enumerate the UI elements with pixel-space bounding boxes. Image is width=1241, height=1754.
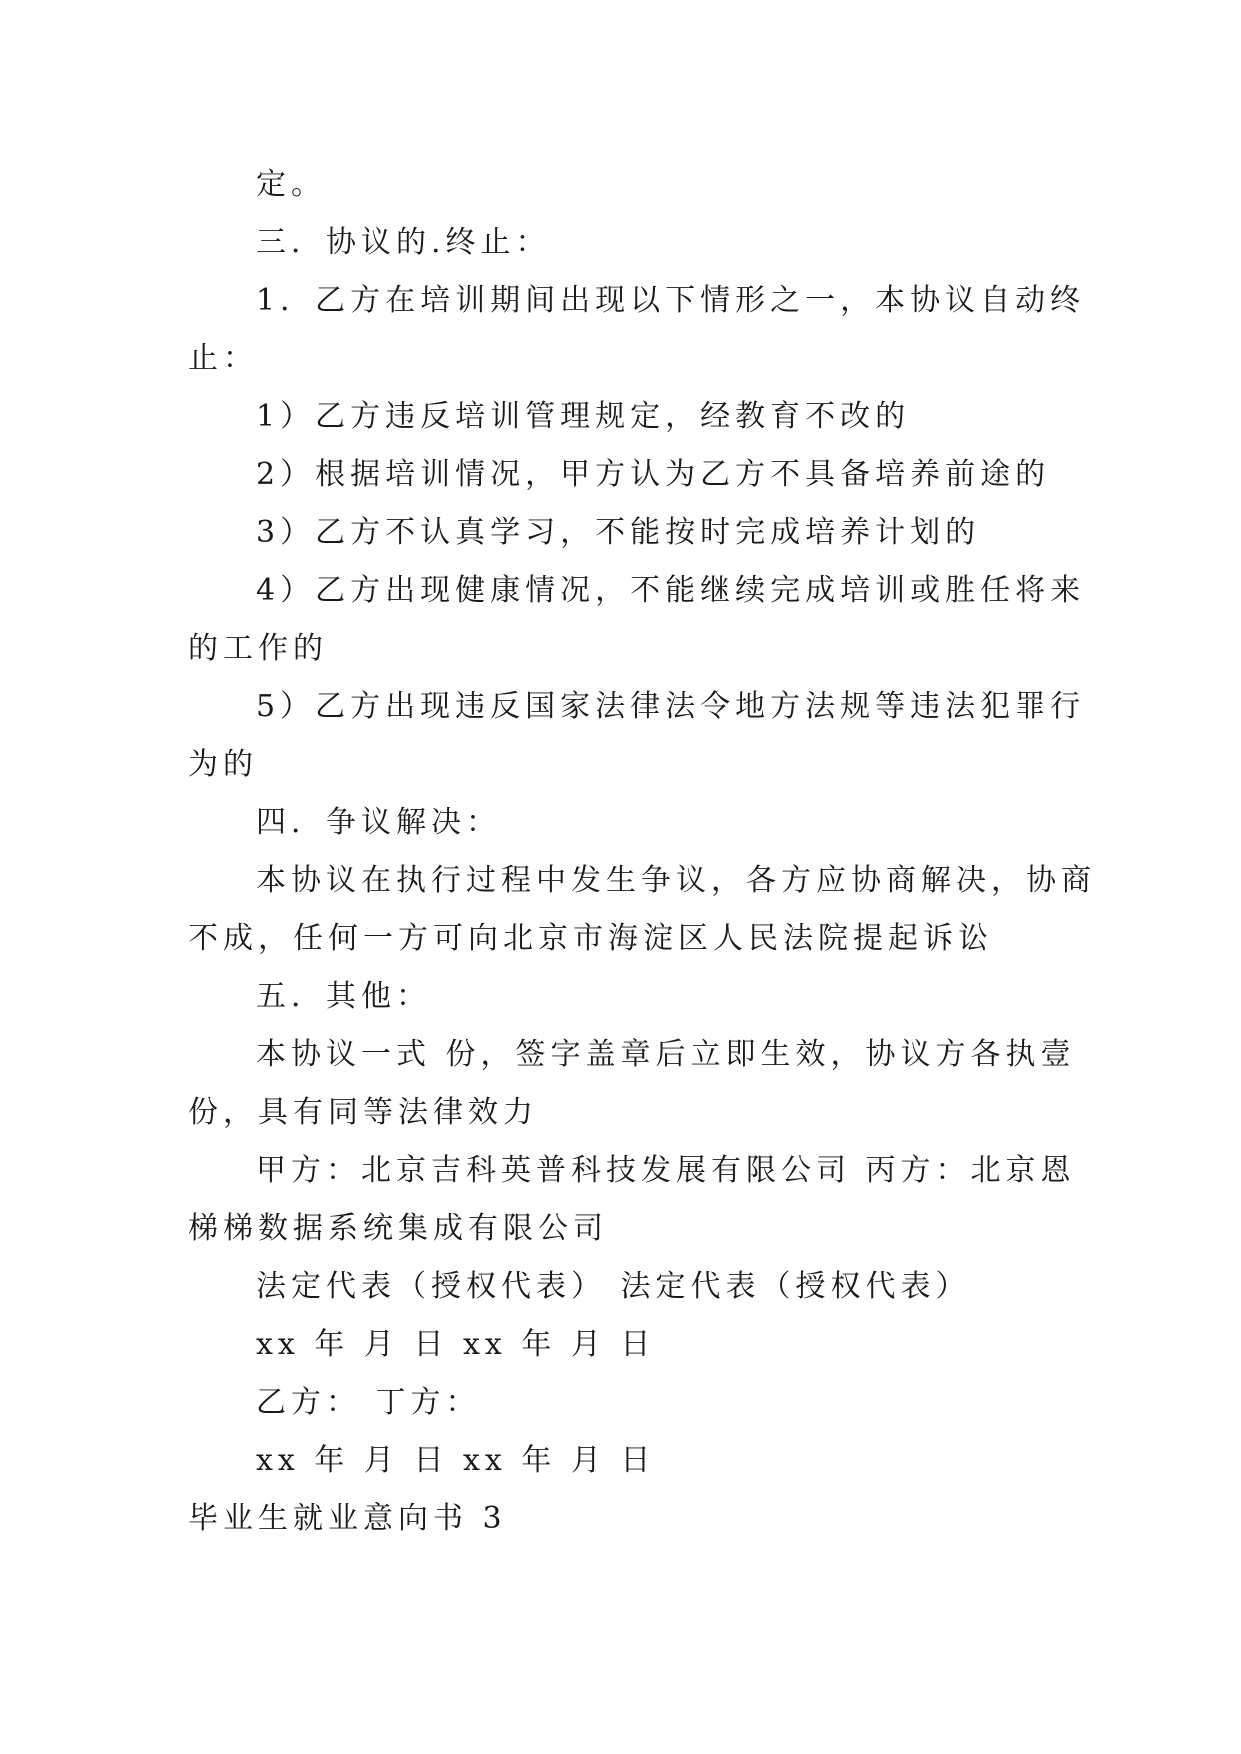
section-heading-termination: 三．协议的.终止： <box>256 225 551 260</box>
text-line: 的工作的 <box>188 631 328 666</box>
date-line: xx 年 月 日 xx 年 月 日 <box>256 1443 656 1478</box>
text-line: 为的 <box>188 747 258 782</box>
text-line: 1．乙方在培训期间出现以下情形之一，本协议自动终 <box>256 283 1086 318</box>
text-line: 本协议在执行过程中发生争议，各方应协商解决，协商 <box>256 863 1096 898</box>
signature-parties-line: 乙方： 丁方： <box>256 1385 481 1420</box>
list-item: 4）乙方出现健康情况，不能继续完成培训或胜任将来 <box>256 573 1086 608</box>
section-heading-other: 五．其他： <box>256 979 431 1014</box>
representative-line: 法定代表（授权代表） 法定代表（授权代表） <box>256 1269 971 1304</box>
signature-parties-line: 梯梯数据系统集成有限公司 <box>188 1211 608 1246</box>
text-line: 不成，任何一方可向北京市海淀区人民法院提起诉讼 <box>188 921 993 956</box>
section-heading-dispute: 四．争议解决： <box>256 805 501 840</box>
text-line: 定。 <box>256 167 326 202</box>
signature-parties-line: 甲方：北京吉科英普科技发展有限公司 丙方：北京恩 <box>256 1153 1076 1188</box>
list-item: 3）乙方不认真学习，不能按时完成培养计划的 <box>256 515 981 550</box>
list-item: 5）乙方出现违反国家法律法令地方法规等违法犯罪行 <box>256 689 1086 724</box>
document-title: 毕业生就业意向书 3 <box>188 1501 507 1536</box>
list-item: 2）根据培训情况，甲方认为乙方不具备培养前途的 <box>256 457 1051 492</box>
list-item: 1）乙方违反培训管理规定，经教育不改的 <box>256 399 911 434</box>
text-line: 份，具有同等法律效力 <box>188 1095 538 1130</box>
date-line: xx 年 月 日 xx 年 月 日 <box>256 1327 656 1362</box>
text-line: 本协议一式 份，签字盖章后立即生效，协议方各执壹 <box>256 1037 1076 1072</box>
text-line: 止： <box>188 341 258 376</box>
